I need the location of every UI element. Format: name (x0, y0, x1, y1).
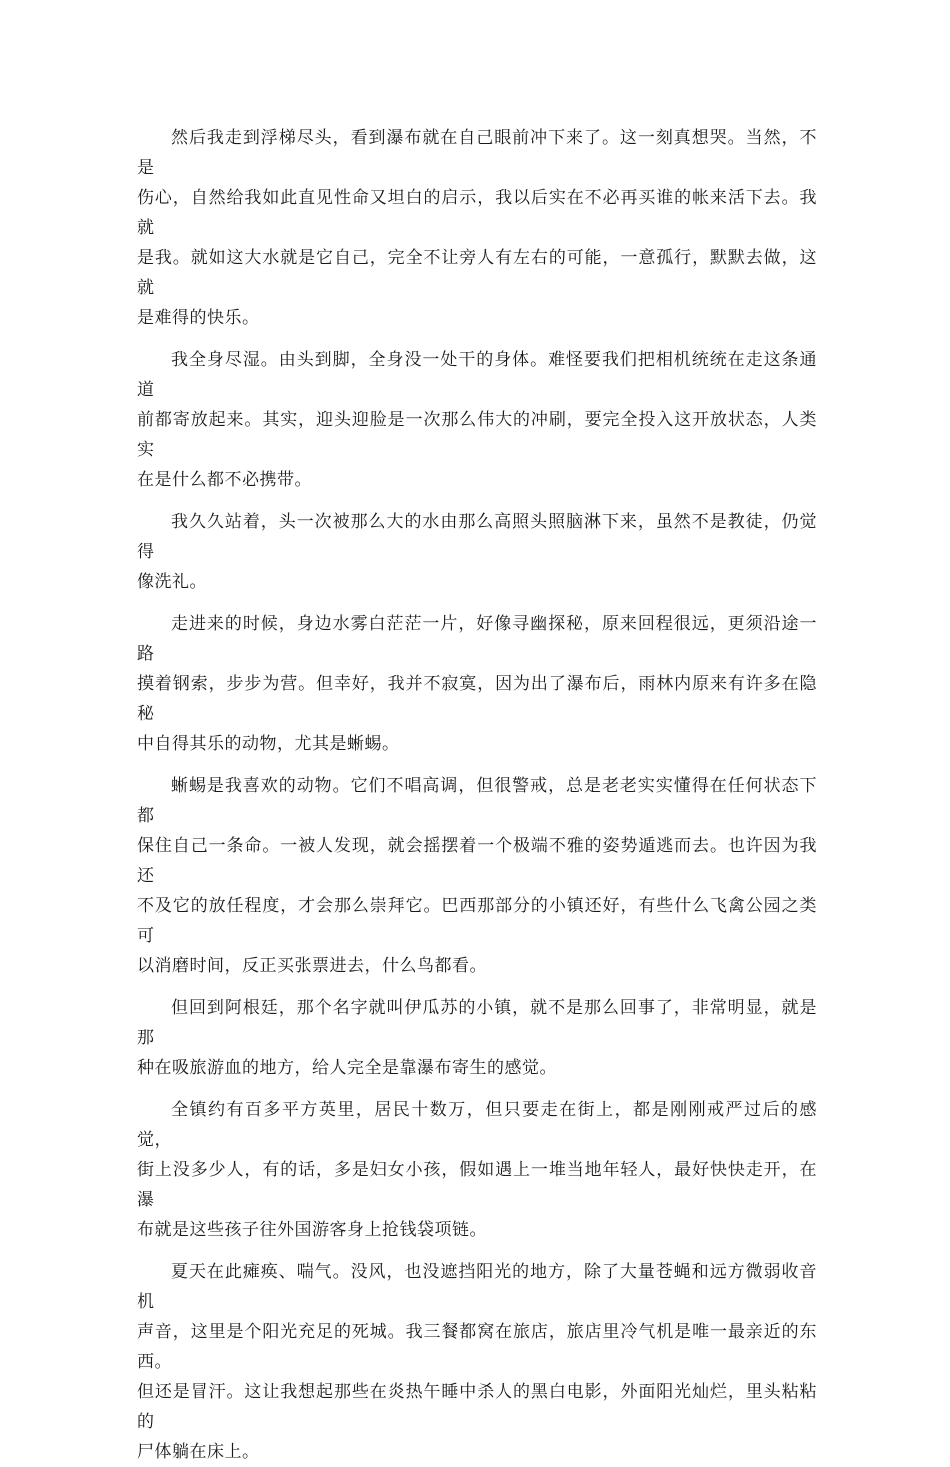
paragraph-6: 但回到阿根廷，那个名字就叫伊瓜苏的小镇，就不是那么回事了，非常明显，就是那 种在吸旅游血的地方，给人完全是靠瀑布寄生的感觉。 (137, 998, 817, 1078)
paragraph-7: 全镇约有百多平方英里，居民十数万，但只要走在街上，都是刚刚戒严过后的感觉， 街上没多少人，有的话，多是妇女小孩，假如遇上一堆当地年轻人，最好快快走开，在瀑 布就是这些孩子往外国游客身上抢钱袋项链。 (137, 1100, 817, 1240)
paragraph-5: 蜥蜴是我喜欢的动物。它们不唱高调，但很警戒，总是老老实实懂得在任何状态下都 保住自己一条命。一被人发现，就会摇摆着一个极端不雅的姿势遁逃而去。也许因为我还 不及它的放任程度，才会那么崇拜它。巴西那部分的小镇还好，有些什么飞禽公园之类可 以消磨时间，反正买张票进去，什么鸟都看。 (137, 776, 817, 976)
paragraph-2: 我全身尽湿。由头到脚，全身没一处干的身体。难怪要我们把相机统统在走这条通道 前都寄放起来。其实，迎头迎脸是一次那么伟大的冲刷，要完全投入这开放状态，人类实 在是什么都不必携带。 (137, 350, 817, 490)
paragraph-3: 我久久站着，头一次被那么大的水由那么高照头照脑淋下来，虽然不是教徒，仍觉得 像洗礼。 (137, 512, 817, 592)
paragraph-1: 然后我走到浮梯尽头，看到瀑布就在自己眼前冲下来了。这一刻真想哭。当然，不是 伤心，自然给我如此直见性命又坦白的启示，我以后实在不必再买谁的帐来活下去。我就 是我。就如这大水就是它自己，完全不让旁人有左右的可能，一意孤行，默默去做，这就 是难得的快乐。 (137, 128, 817, 328)
paragraph-8: 夏天在此瘫痪、喘气。没风，也没遮挡阳光的地方，除了大量苍蝇和远方微弱收音机 声音，这里是个阳光充足的死城。我三餐都窝在旅店，旅店里冷气机是唯一最亲近的东西。 但还是冒汗。这让我想起那些在炎热午睡中杀人的黑白电影，外面阳光灿烂，里头粘粘的 尸体躺在床上。 (137, 1262, 817, 1462)
paragraph-4: 走进来的时候，身边水雾白茫茫一片，好像寻幽探秘，原来回程很远，更须沿途一路 摸着钢索，步步为营。但幸好，我并不寂寞，因为出了瀑布后，雨林内原来有许多在隐秘 中自得其乐的动物，尤其是蜥蜴。 (137, 614, 817, 754)
document-body (137, 123, 817, 1467)
